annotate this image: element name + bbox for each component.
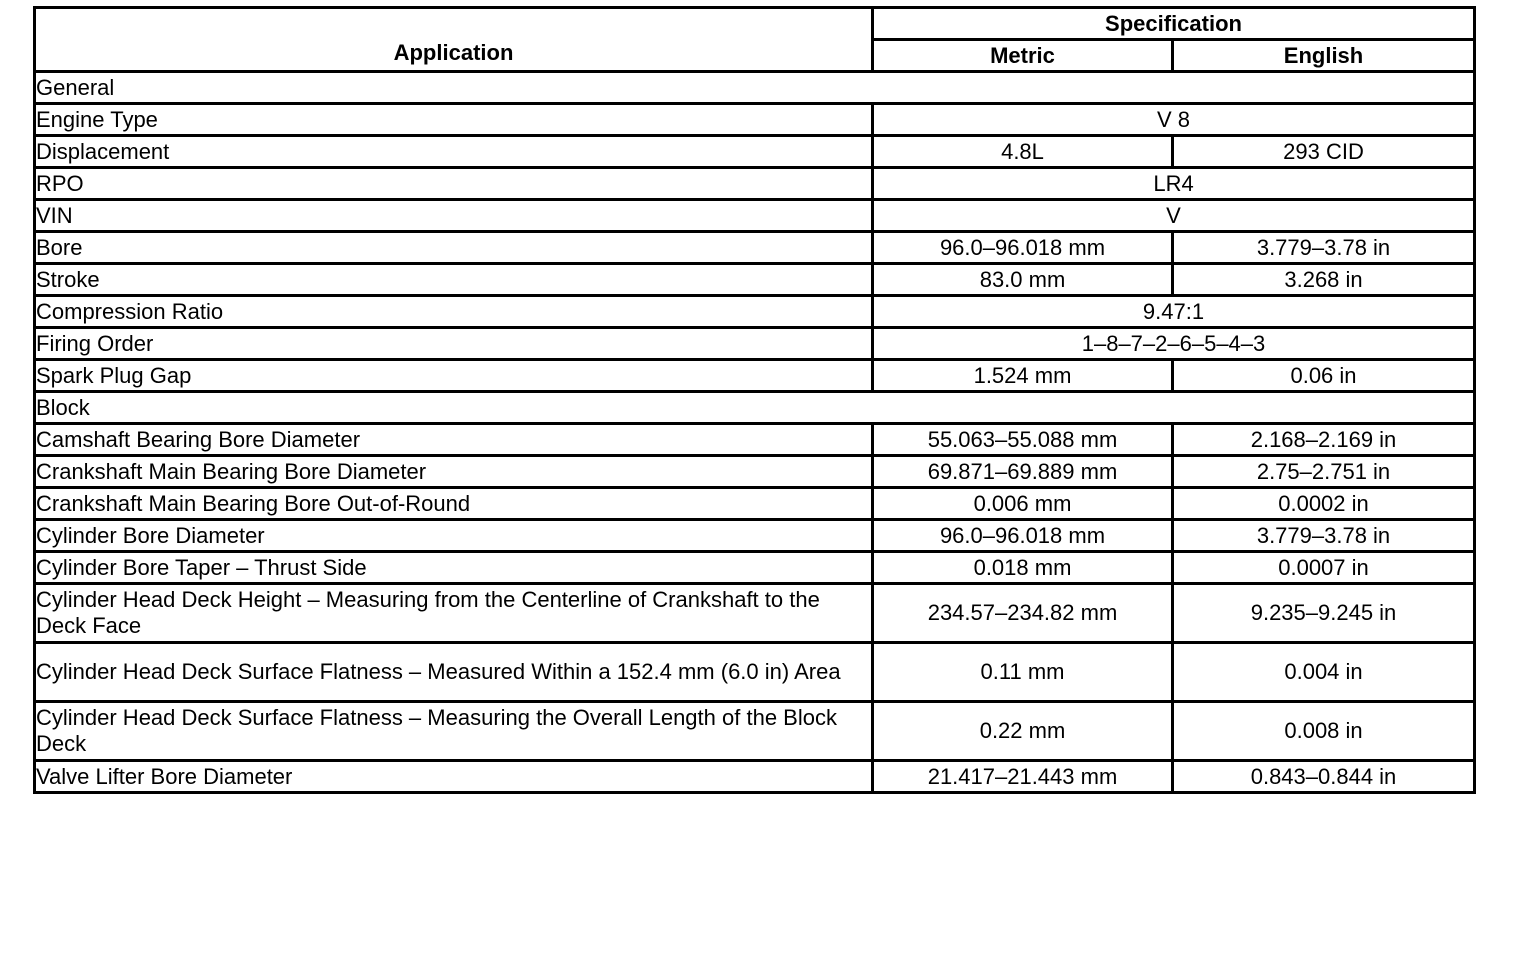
application-cell: Cylinder Bore Taper – Thrust Side [35, 552, 873, 584]
application-cell: Stroke [35, 264, 873, 296]
metric-value-cell: 21.417–21.443 mm [873, 761, 1173, 793]
table-row [35, 761, 1475, 793]
section-row [35, 72, 1475, 104]
english-value-cell: 3.779–3.78 in [1173, 520, 1475, 552]
english-value-cell: 0.004 in [1173, 643, 1475, 702]
table-row [35, 232, 1475, 264]
english-value-cell: 2.168–2.169 in [1173, 424, 1475, 456]
metric-value-cell: 96.0–96.018 mm [873, 520, 1173, 552]
table-row [35, 136, 1475, 168]
table-row [35, 104, 1475, 136]
section-title: Block [35, 392, 1475, 424]
specification-table [33, 6, 1476, 794]
table-row [35, 264, 1475, 296]
application-cell: Camshaft Bearing Bore Diameter [35, 424, 873, 456]
metric-value-cell: 83.0 mm [873, 264, 1173, 296]
english-value-cell: 293 CID [1173, 136, 1475, 168]
table-row [35, 702, 1475, 761]
table-row [35, 456, 1475, 488]
metric-value-cell: 4.8L [873, 136, 1173, 168]
metric-value-cell: 1.524 mm [873, 360, 1173, 392]
table-body [35, 72, 1475, 793]
combined-value-cell: 1–8–7–2–6–5–4–3 [873, 328, 1475, 360]
application-cell: VIN [35, 200, 873, 232]
application-cell: Bore [35, 232, 873, 264]
metric-value-cell: 0.006 mm [873, 488, 1173, 520]
header-row-top [35, 8, 1475, 40]
header-metric: Metric [873, 40, 1173, 72]
application-cell: Valve Lifter Bore Diameter [35, 761, 873, 793]
english-value-cell: 0.843–0.844 in [1173, 761, 1475, 793]
application-cell: Cylinder Head Deck Surface Flatness – Measuring the Overall Length of the Block Deck [35, 702, 873, 761]
combined-value-cell: V [873, 200, 1475, 232]
table-row [35, 296, 1475, 328]
application-cell: Displacement [35, 136, 873, 168]
application-cell: Firing Order [35, 328, 873, 360]
metric-value-cell: 55.063–55.088 mm [873, 424, 1173, 456]
table-row [35, 520, 1475, 552]
application-cell: Crankshaft Main Bearing Bore Diameter [35, 456, 873, 488]
english-value-cell: 0.0002 in [1173, 488, 1475, 520]
table-row [35, 360, 1475, 392]
section-row [35, 392, 1475, 424]
combined-value-cell: 9.47:1 [873, 296, 1475, 328]
metric-value-cell: 0.22 mm [873, 702, 1173, 761]
combined-value-cell: LR4 [873, 168, 1475, 200]
application-cell: Compression Ratio [35, 296, 873, 328]
section-title: General [35, 72, 1475, 104]
english-value-cell: 3.779–3.78 in [1173, 232, 1475, 264]
table-row [35, 200, 1475, 232]
header-english: English [1173, 40, 1475, 72]
table-row [35, 643, 1475, 702]
table-row [35, 328, 1475, 360]
application-cell: Engine Type [35, 104, 873, 136]
table-row [35, 584, 1475, 643]
application-cell: Cylinder Head Deck Height – Measuring from the Centerline of Crankshaft to the Deck Face [35, 584, 873, 643]
english-value-cell: 9.235–9.245 in [1173, 584, 1475, 643]
table-row [35, 488, 1475, 520]
header-application: Application [35, 8, 873, 72]
english-value-cell: 0.06 in [1173, 360, 1475, 392]
application-cell: Crankshaft Main Bearing Bore Out-of-Round [35, 488, 873, 520]
header-specification: Specification [873, 8, 1475, 40]
metric-value-cell: 234.57–234.82 mm [873, 584, 1173, 643]
application-cell: Cylinder Head Deck Surface Flatness – Measured Within a 152.4 mm (6.0 in) Area [35, 643, 873, 702]
application-cell: RPO [35, 168, 873, 200]
table-row [35, 168, 1475, 200]
metric-value-cell: 69.871–69.889 mm [873, 456, 1173, 488]
metric-value-cell: 0.018 mm [873, 552, 1173, 584]
application-cell: Cylinder Bore Diameter [35, 520, 873, 552]
english-value-cell: 2.75–2.751 in [1173, 456, 1475, 488]
metric-value-cell: 96.0–96.018 mm [873, 232, 1173, 264]
english-value-cell: 3.268 in [1173, 264, 1475, 296]
english-value-cell: 0.0007 in [1173, 552, 1475, 584]
table-row [35, 424, 1475, 456]
metric-value-cell: 0.11 mm [873, 643, 1173, 702]
combined-value-cell: V 8 [873, 104, 1475, 136]
table-row [35, 552, 1475, 584]
application-cell: Spark Plug Gap [35, 360, 873, 392]
english-value-cell: 0.008 in [1173, 702, 1475, 761]
